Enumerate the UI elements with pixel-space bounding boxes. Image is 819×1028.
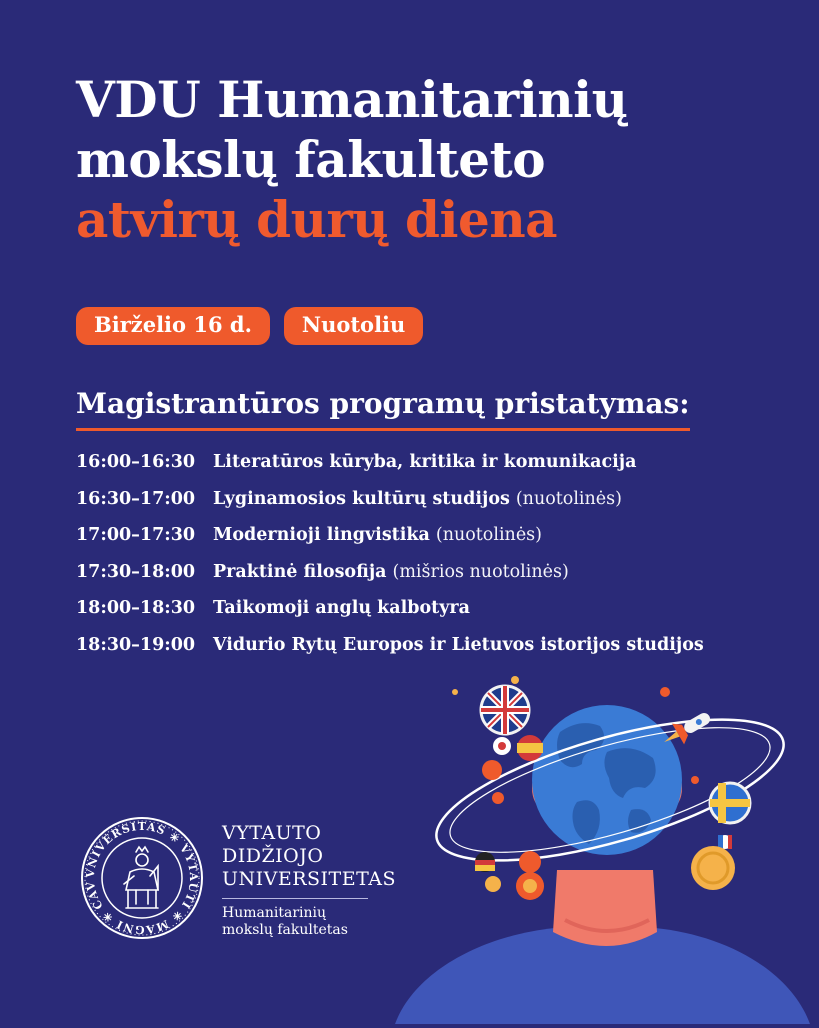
svg-text:VNIVERSITAS ✳ VYTAUTI ✳ MAGNI: VNIVERSITAS ✳ VYTAUTI ✳ MAGNI ✳ CAV	[83, 819, 201, 937]
schedule-time: 16:00–16:30	[76, 452, 196, 473]
university-name	[222, 822, 396, 891]
title-line-2: mokslų fakulteto	[76, 130, 546, 189]
university-name-line-2: DIDŽIOJO	[222, 845, 324, 867]
schedule-time: 17:30–18:00	[76, 561, 196, 582]
program-name: Praktinė filosofija	[213, 561, 387, 582]
date-badge: Birželio 16 d.	[76, 307, 270, 345]
faculty-name-line-1: Humanitarinių	[222, 905, 326, 921]
program-note: (mišrios nuotolinės)	[392, 561, 569, 582]
schedule-row	[76, 517, 710, 554]
university-name-line-1: VYTAUTO	[222, 822, 322, 844]
schedule-time: 17:00–17:30	[76, 525, 196, 546]
schedule-time: 18:30–19:00	[76, 634, 196, 655]
schedule-row	[76, 590, 710, 627]
schedule-row	[76, 627, 710, 664]
title-line-3: atvirų durų diena	[76, 190, 558, 249]
schedule-row	[76, 444, 710, 481]
university-seal-logo	[80, 816, 204, 944]
program-name: Lyginamosios kultūrų studijos	[213, 488, 510, 509]
schedule-list	[76, 444, 710, 663]
schedule-time: 18:00–18:30	[76, 598, 196, 619]
page-title	[76, 70, 627, 250]
faculty-name	[222, 905, 348, 939]
divider	[222, 898, 368, 899]
format-badge: Nuotoliu	[284, 307, 423, 345]
program-note: (nuotolinės)	[435, 525, 542, 546]
program-name: Taikomoji anglų kalbotyra	[213, 598, 470, 619]
title-line-1: VDU Humanitarinių	[76, 70, 628, 129]
schedule-row	[76, 481, 710, 518]
program-note: (nuotolinės)	[515, 488, 622, 509]
section-title: Magistrantūros programų pristatymas:	[76, 386, 690, 431]
program-name: Vidurio Rytų Europos ir Lietuvos istorijos studijos	[213, 634, 704, 655]
university-name-line-3: UNIVERSITETAS	[222, 868, 396, 890]
program-name: Literatūros kūryba, kritika ir komunikacija	[213, 452, 637, 473]
event-badges	[76, 307, 423, 345]
faculty-name-line-2: mokslų fakultetas	[222, 922, 348, 938]
schedule-time: 16:30–17:00	[76, 488, 196, 509]
uk-flag-icon	[481, 686, 529, 734]
globe-head-illustration	[395, 670, 819, 1028]
schedule-row	[76, 554, 710, 591]
program-name: Modernioji lingvistika	[213, 525, 430, 546]
